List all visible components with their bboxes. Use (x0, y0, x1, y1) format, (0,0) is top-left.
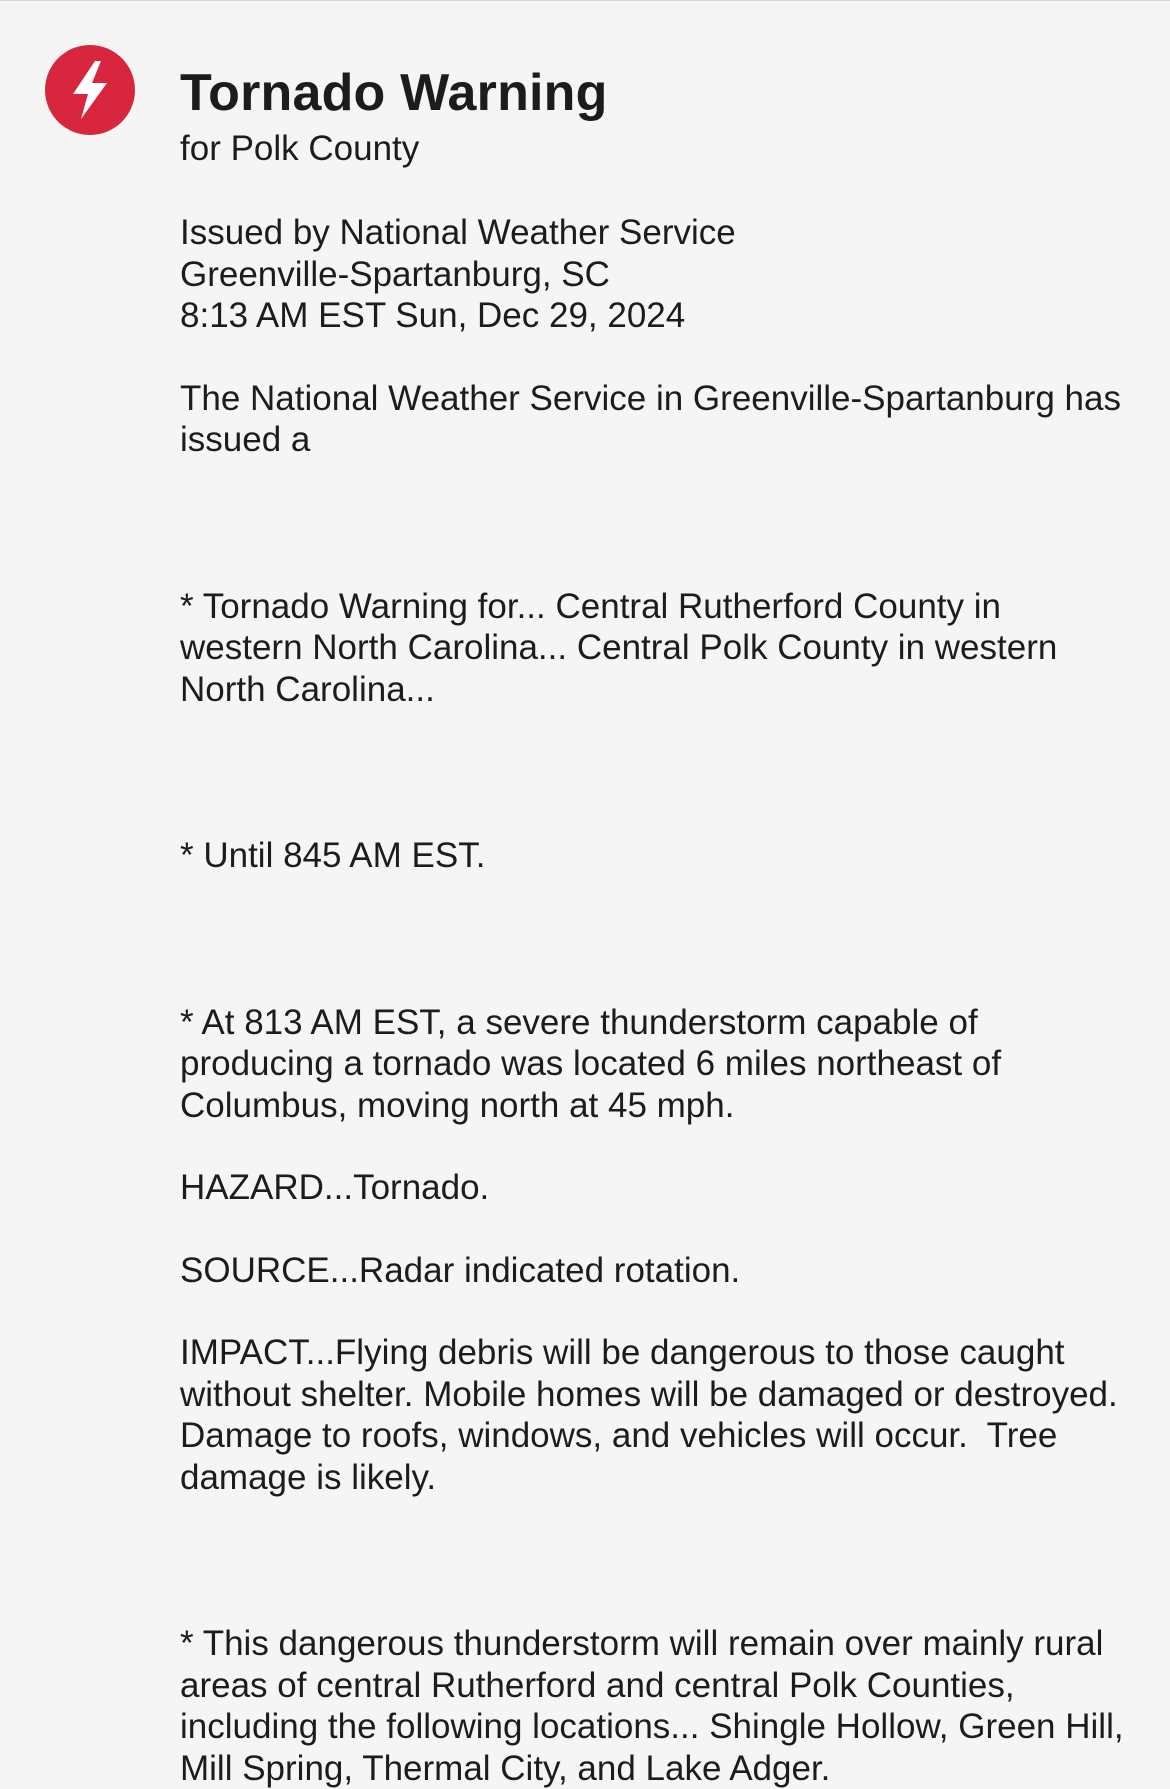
top-divider (0, 0, 1170, 1)
issuing-office: Greenville-Spartanburg, SC (180, 254, 610, 294)
alert-subtitle: for Polk County (180, 129, 420, 168)
warning-until: * Until 845 AM EST. (180, 836, 486, 875)
impact-text: IMPACT...Flying debris will be dangerous to those caught without shelter. Mobile homes will be damaged or destroyed. Damage to roofs, windows, and vehicles will occur. Tree damage is likely. (180, 1333, 1128, 1497)
alert-title: Tornado Warning (180, 64, 608, 122)
alert-content (180, 62, 1134, 1789)
issued-time: 8:13 AM EST Sun, Dec 29, 2024 (180, 296, 686, 335)
issued-by: Issued by National Weather Service (180, 213, 736, 252)
lightning-bolt-icon (45, 45, 135, 135)
hazard-text: HAZARD...Tornado. (180, 1168, 490, 1207)
affected-locations: * This dangerous thunderstorm will remain over mainly rural areas of central Rutherford and central Polk Counties, including the following locations... Shingle Hollow, Green Hill, Mill Spring, Thermal City, and Lake Adger. (180, 1624, 1134, 1788)
alert-intro: The National Weather Service in Greenville-Spartanburg has issued a (180, 378, 1131, 459)
storm-location: * At 813 AM EST, a severe thunderstorm capable of producing a tornado was located 6 miles northeast of Columbus, moving north at 45 mph. (180, 1002, 1011, 1125)
warning-area: * Tornado Warning for... Central Rutherford County in western North Carolina... Central Polk County in western North Carolina... (180, 586, 1068, 709)
source-text: SOURCE...Radar indicated rotation. (180, 1250, 741, 1290)
